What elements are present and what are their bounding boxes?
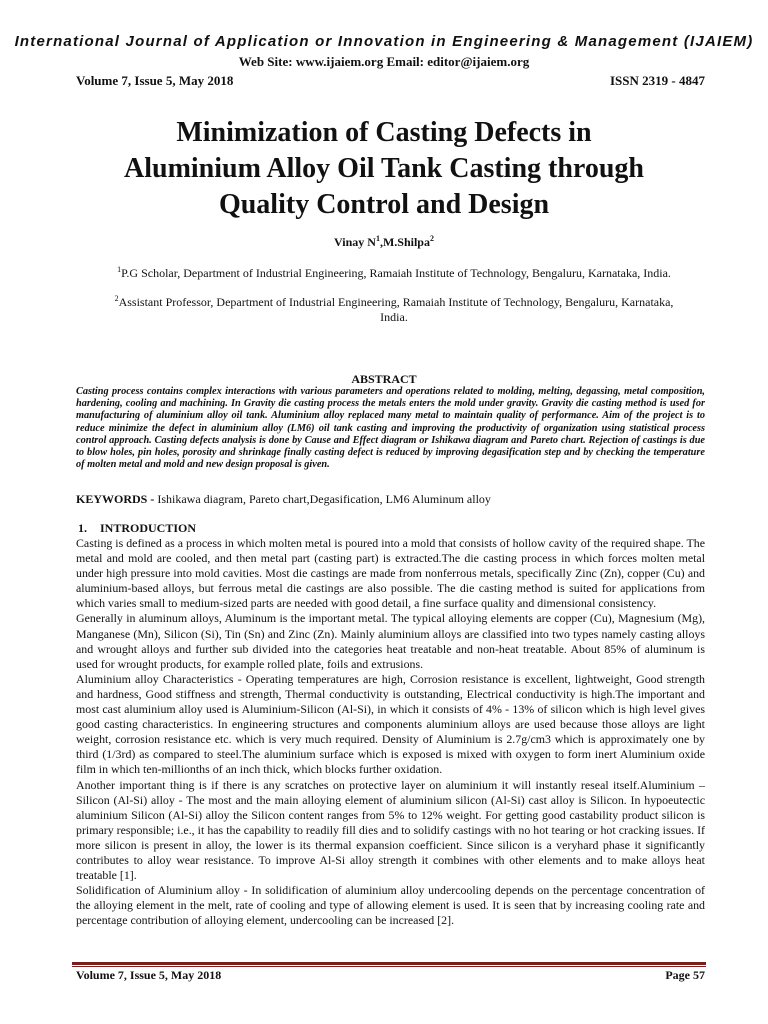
aff-1-sup: 1 bbox=[117, 265, 122, 274]
title-line-2: Aluminium Alloy Oil Tank Casting through bbox=[124, 153, 644, 184]
aff-1-text: P.G Scholar, Department of Industrial Engineering, Ramaiah Institute of Technology, Bengaluru, Karnataka, India. bbox=[121, 266, 671, 280]
journal-name: International Journal of Application or Innovation in Engineering & Management (IJAIEM) bbox=[14, 33, 754, 50]
page-number: Page 57 bbox=[665, 968, 705, 982]
keywords bbox=[76, 492, 705, 507]
authors bbox=[0, 234, 768, 250]
paragraph: Generally in aluminum alloys, Aluminum is the important metal. The typical alloying elements are copper (Cu), Magnesium (Mg), Manganese (Mn), Silicon (Si), Tin (Sn) and Zinc (Zn). Mainly aluminium alloys are classified into two types namely casting alloys and wrought alloys and further sub divided into the categories heat treatable and non-heat treatable. About 85% of aluminum is used for wrought products, for example rolled plate, foils and extrusions. bbox=[76, 611, 705, 671]
author-2-sup: 2 bbox=[429, 234, 434, 243]
keywords-list: Ishikawa diagram, Pareto chart,Degasification, LM6 Aluminum alloy bbox=[157, 492, 491, 506]
footer-rule bbox=[72, 962, 706, 965]
keywords-label: KEYWORDS - bbox=[76, 492, 158, 506]
paragraph: Another important thing is if there is any scratches on protective layer on aluminium it will instantly reseal itself.Aluminium – Silicon (Al-Si) alloy - The most and the main alloying element of aluminium silicon (Al-Si) cast alloy is Silicon. In hypoeutectic aluminium Silicon (Al-Si) alloy the Silicon content ranges from 5% to 12% weight. For getting good castability product silicon is primary responsible; i.e., it has the capability to readily fill dies and to solidify castings with no hot tearing or hot cracking issues. If more silicon is present in alloy, the lower is its thermal expansion coefficient. Since silicon is a veryhard phase it significantly contributes to alloy wear resistance. To improve Al-Si alloy strength it combines with other elements and to make alloys heat treatable [1]. bbox=[76, 777, 705, 883]
aff-2-text: Assistant Professor, Department of Industrial Engineering, Ramaiah Institute of Technology, Bengaluru, Karnataka, India. bbox=[118, 295, 674, 324]
header-issn: ISSN 2319 - 4847 bbox=[610, 73, 705, 88]
paragraph: Casting is defined as a process in which molten metal is poured into a mold that consists of hollow cavity of the required shape. The metal and mold are cooled, and then metal part (casting part) is extracted.The die casting process in which forces molten metal under high pressure into mold cavities. Most die castings are made from nonferrous metals, specifically Zinc (Zn), copper (Cu) and aluminium-based alloys, but ferrous metal die castings are also possible. The die casting method is suited for applications from which varies small to medium-sized parts are needed with good detail, a fine surface quality and dimensional consistency. bbox=[76, 536, 705, 611]
author-1: Vinay N bbox=[334, 235, 376, 249]
abstract-text: Casting process contains complex interactions with various parameters and operations related to molding, melting, degassing, metal composition, hardening, cooling and machining. In Gravity die casting process the metals enters the mold under gravity. Gravity die casting method is used for manufacturing of aluminium alloy oil tank. Aluminium alloy replaced many metal to maintain quality of performance. Aim of the project is to reduce minimize the defect in aluminium alloy (LM6) oil tank casting and improving the productivity of organization using statistical process control approach. Casting defects analysis is done by Cause and Effect diagram or Ishikawa diagram and Pareto chart. Rejection of castings is due to blow holes, pin holes, porosity and shrinkage finally casting defect is reduced by improving degasification step and by checking the temperature of molten metal and mold and new design proposal is given. bbox=[76, 386, 705, 471]
paper-title bbox=[60, 115, 708, 223]
author-1-sup: 1 bbox=[375, 234, 380, 243]
paragraph: Solidification of Aluminium alloy - In solidification of aluminium alloy undercooling depends on the percentage concentration of the alloying element in the melt, rate of cooling and type of allowing element is used. It is seen that by increasing cooling rate and percentage contribution of alloying element, undercooling can be increased [2]. bbox=[76, 883, 705, 928]
title-line-1: Minimization of Casting Defects in bbox=[176, 117, 592, 148]
paragraph: Aluminium alloy Characteristics - Operating temperatures are high, Corrosion resistance is excellent, lightweight, Good strength and hardness, Good stiffness and strength, Thermal conductivity is outstanding, Electrical conductivity is high.The important and most cast aluminium alloy used is Aluminium-Silicon (Al-Si), in which it consists of 4% - 13% of silicon which is high level gives good casting characteristics. In engineering structures and components aluminium alloys are used because those alloys are light weight, corrosion resistance etc. which is very much required. Density of Aluminium is 2.7g/cm3 which is approximately one by third (1/3rd) as compared to steel.The aluminium surface which is exposed is mixed with oxygen to form inert Aluminium oxide film in which ten-millionths of an inch thick, which blocks further oxidation. bbox=[76, 671, 705, 777]
header-meta-row bbox=[76, 73, 705, 89]
title-line-3: Quality Control and Design bbox=[218, 189, 550, 220]
aff-2-sup: 2 bbox=[114, 294, 119, 303]
footer-volume: Volume 7, Issue 5, May 2018 bbox=[76, 968, 222, 982]
website-line: Web Site: www.ijaiem.org Email: editor@ijaiem.org bbox=[238, 54, 530, 69]
header-volume: Volume 7, Issue 5, May 2018 bbox=[76, 73, 234, 88]
affiliation-2 bbox=[100, 292, 688, 324]
section-heading-introduction bbox=[78, 521, 196, 536]
abstract-heading: ABSTRACT bbox=[351, 372, 417, 386]
affiliation-1 bbox=[100, 263, 688, 281]
section-number: 1. bbox=[78, 521, 87, 535]
footer-rule-thin bbox=[72, 966, 706, 967]
footer bbox=[76, 968, 705, 983]
introduction-body bbox=[76, 536, 705, 928]
section-title: INTRODUCTION bbox=[100, 521, 197, 535]
author-2: ,M.Shilpa bbox=[379, 235, 430, 249]
